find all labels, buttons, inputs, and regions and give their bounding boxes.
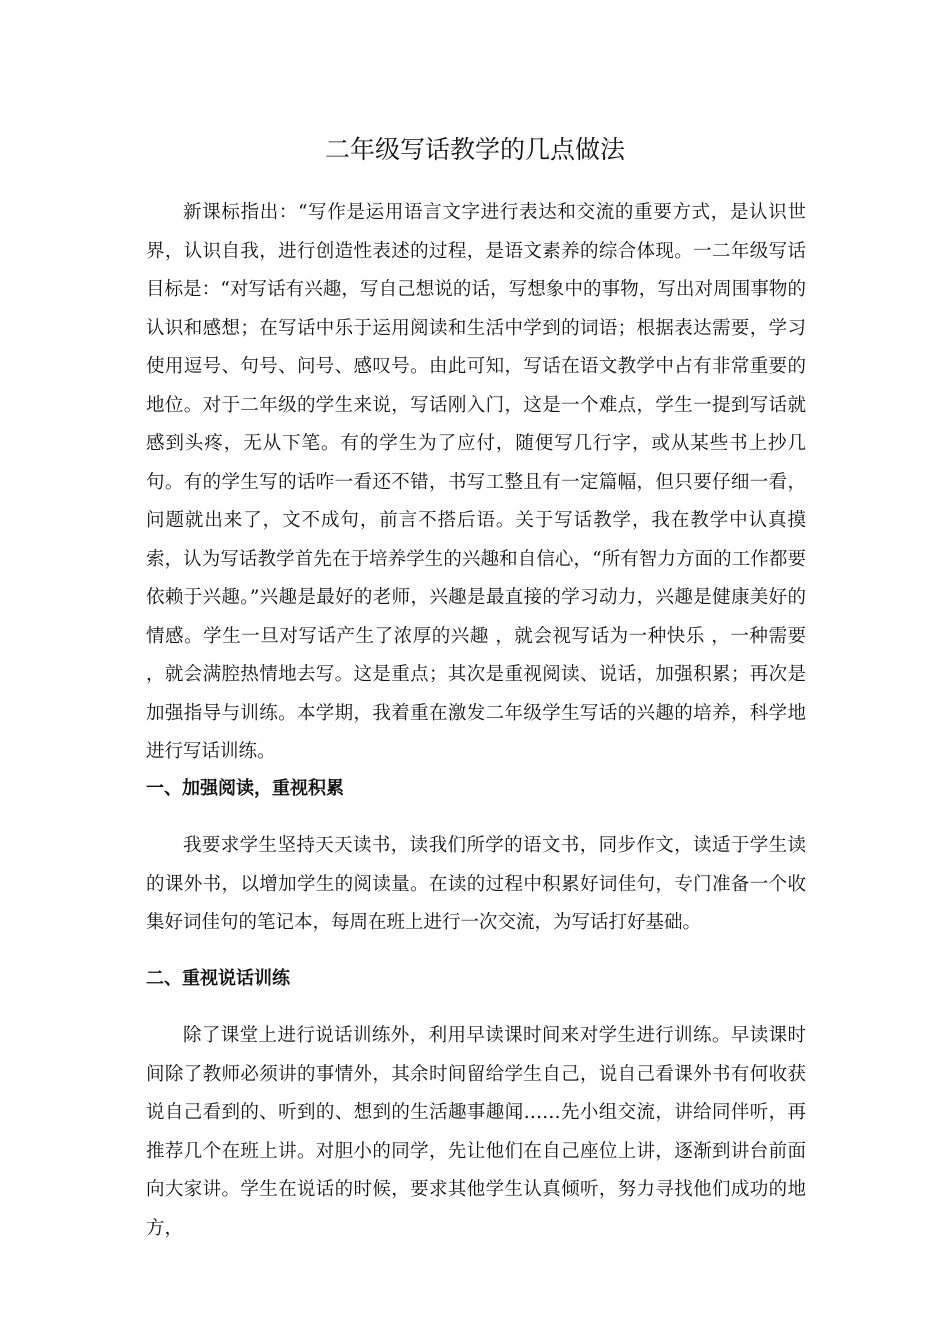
- section-body-reading: 我要求学生坚持天天读书，读我们所学的语文书，同步作文，读适于学生读的课外书，以增加学生的阅读量。在读的过程中积累好词佳句，专门准备一个收集好词佳句的笔记本，每周在班上进行一次交流，为写话打好基础。: [146, 835, 806, 933]
- intro-paragraph: 新课标指出：“写作是运用语言文字进行表达和交流的重要方式，是认识世界，认识自我，进行创造性表述的过程，是语文素养的综合体现。一二年级写话目标是：“对写话有兴趣，写自己想说的话，写想象中的事物，写出对周围事物的认识和感想；在写话中乐于运用阅读和生活中学到的词语；根据表达需要，学习使用逗号、句号、问号、感叹号。由此可知，写话在语文教学中占有非常重要的地位。对于二年级的学生来说，写话刚入门，这是一个难点，学生一提到写话就感到头疼，无从下笔。有的学生为了应付，随便写几行字，或从某些书上抄几句。有的学生写的话咋一看还不错，书写工整且有一定篇幅，但只要仔细一看，问题就出来了，文不成句，前言不搭后语。关于写话教学，我在教学中认真摸索，认为写话教学首先在于培养学生的兴趣和自信心，“所有智力方面的工作都要依赖于兴趣。”兴趣是最好的老师，兴趣是最直接的学习动力，兴趣是健康美好的情感。学生一旦对写话产生了浓厚的兴趣 ，就会视写话为一种快乐 ，一种需要 ，就会满腔热情地去写。这是重点；其次是重视阅读、说话，加强积累；再次是加强指导与训练。本学期，我着重在激发二年级学生写话的兴趣的培养，科学地进行写话训练。: [146, 202, 806, 762]
- section-heading-reading: 一、加强阅读，重视积累: [146, 778, 344, 799]
- document-title: 二年级写话教学的几点做法: [324, 135, 625, 164]
- section-heading-speaking: 二、重视说话训练: [146, 968, 290, 989]
- section-body-speaking: 除了课堂上进行说话训练外，利用早读课时间来对学生进行训练。早读课时间除了教师必须讲的事情外，其余时间留给学生自己，说自己看课外书有何收获说自己看到的、听到的、想到的生活趣事趣闻……先小组交流，讲给同伴听，再推荐几个在班上讲。对胆小的同学，先让他们在自己座位上讲，逐渐到讲台前面向大家讲。学生在说话的时候，要求其他学生认真倾听，努力寻找他们成功的地方，: [146, 1025, 806, 1239]
